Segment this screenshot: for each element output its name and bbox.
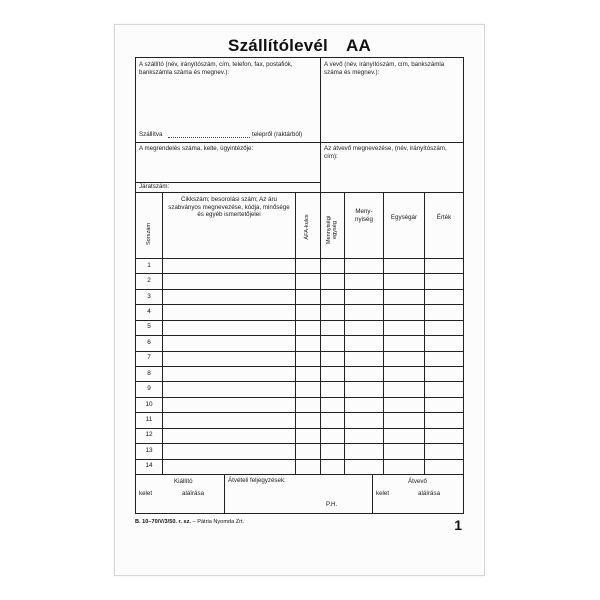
- supplier-bottom-line: [136, 142, 463, 143]
- table-top-line: [136, 192, 463, 193]
- buyer-label: A vevő (név, irányítószám, cím, bankszámla száma és megnev.):: [324, 61, 445, 76]
- col-line-price: [424, 192, 425, 474]
- table-row-line: [136, 397, 463, 398]
- row-number: 8: [147, 369, 151, 377]
- header-value: Érték: [436, 214, 452, 221]
- table-row-line: [136, 412, 463, 413]
- row-number: 6: [147, 338, 151, 346]
- remarks-label: Átvételi feljegyzések:: [228, 477, 286, 484]
- supplier-label: A szállító (név, irányítószám, cím, telefon, fax, postafiók, bankszámla száma és megnev.):: [139, 61, 293, 76]
- receiver-label: Az átvevő megnevezése, (név, irányítószám, cím):: [324, 145, 447, 160]
- stamp-label: P.H.: [326, 501, 338, 508]
- table-row-line: [136, 381, 463, 382]
- table-row-line: [136, 366, 463, 367]
- header-unit: Mennyiségi egység: [326, 215, 338, 245]
- row-number: 13: [145, 446, 153, 454]
- col-line-qty: [383, 192, 384, 474]
- printer-name: – Pátria Nyomda Zrt.: [192, 519, 245, 525]
- series-code: AA: [345, 36, 371, 55]
- header-unit-price: Egységár: [390, 214, 418, 221]
- sig-divider-right: [372, 474, 373, 514]
- table-row-line: [136, 459, 463, 460]
- header-serial: Sorszám: [146, 222, 152, 246]
- row-number: 9: [147, 385, 151, 393]
- sig-divider-left: [224, 474, 225, 514]
- shipped-dotted-line: [168, 137, 250, 138]
- table-row-line: [136, 304, 463, 305]
- form-code: B. 10–70/V/3/50. r. sz.: [135, 519, 191, 525]
- row-number: 5: [147, 323, 151, 331]
- site-suffix: telepről (raktárból): [252, 131, 303, 138]
- table-row-line: [136, 351, 463, 352]
- table-header-bottom: [136, 258, 463, 259]
- form-title: [115, 36, 484, 56]
- signature-label-right: aláírása: [418, 490, 441, 497]
- header-vat: ÁFA-kulcs: [304, 214, 310, 240]
- row-number: 11: [145, 416, 153, 423]
- date-label-right: kelet: [376, 490, 390, 497]
- form-footer: [135, 519, 244, 525]
- row-number: 14: [145, 462, 153, 470]
- vehicle-label: Járatszám:: [139, 183, 170, 190]
- form-frame: [135, 57, 464, 514]
- top-divider: [320, 58, 321, 142]
- title-text: Szállítólevél: [228, 36, 328, 55]
- date-label-left: kelet: [139, 490, 153, 497]
- col-line-vat: [320, 192, 321, 474]
- order-divider: [320, 142, 321, 192]
- table-row-line: [136, 289, 463, 290]
- header-quantity: Meny-nyiség: [355, 208, 373, 223]
- row-number: 4: [147, 308, 151, 315]
- delivery-note-form: [114, 24, 485, 576]
- table-row-line: [136, 335, 463, 336]
- signature-top-line: [136, 474, 463, 475]
- receiver-title: Átvevő: [408, 478, 427, 485]
- header-item: Cikkszám; besorolási szám; Az áru szabványos megnevezése, kódja, minősége és egyéb ismertetőjelei: [168, 196, 290, 219]
- table-row-line: [136, 428, 463, 429]
- table-row-line: [136, 273, 463, 274]
- row-number: 3: [147, 292, 151, 300]
- row-number: 1: [147, 261, 151, 269]
- order-label: A megrendelés száma, kelte, ügyintézője:: [139, 145, 254, 152]
- signature-label-left: aláírása: [182, 490, 205, 497]
- col-line-item: [295, 192, 296, 474]
- row-number: 12: [145, 431, 153, 439]
- row-number: 7: [147, 354, 151, 362]
- page-number: 1: [454, 517, 462, 533]
- sender-title: Kiállító: [174, 478, 193, 485]
- table-row-line: [136, 320, 463, 321]
- row-number: 2: [147, 277, 151, 285]
- col-line-serial: [162, 192, 163, 474]
- col-line-unit: [344, 192, 345, 474]
- row-number: 10: [145, 400, 153, 408]
- shipped-label: Szállítva: [139, 131, 163, 138]
- table-row-line: [136, 443, 463, 444]
